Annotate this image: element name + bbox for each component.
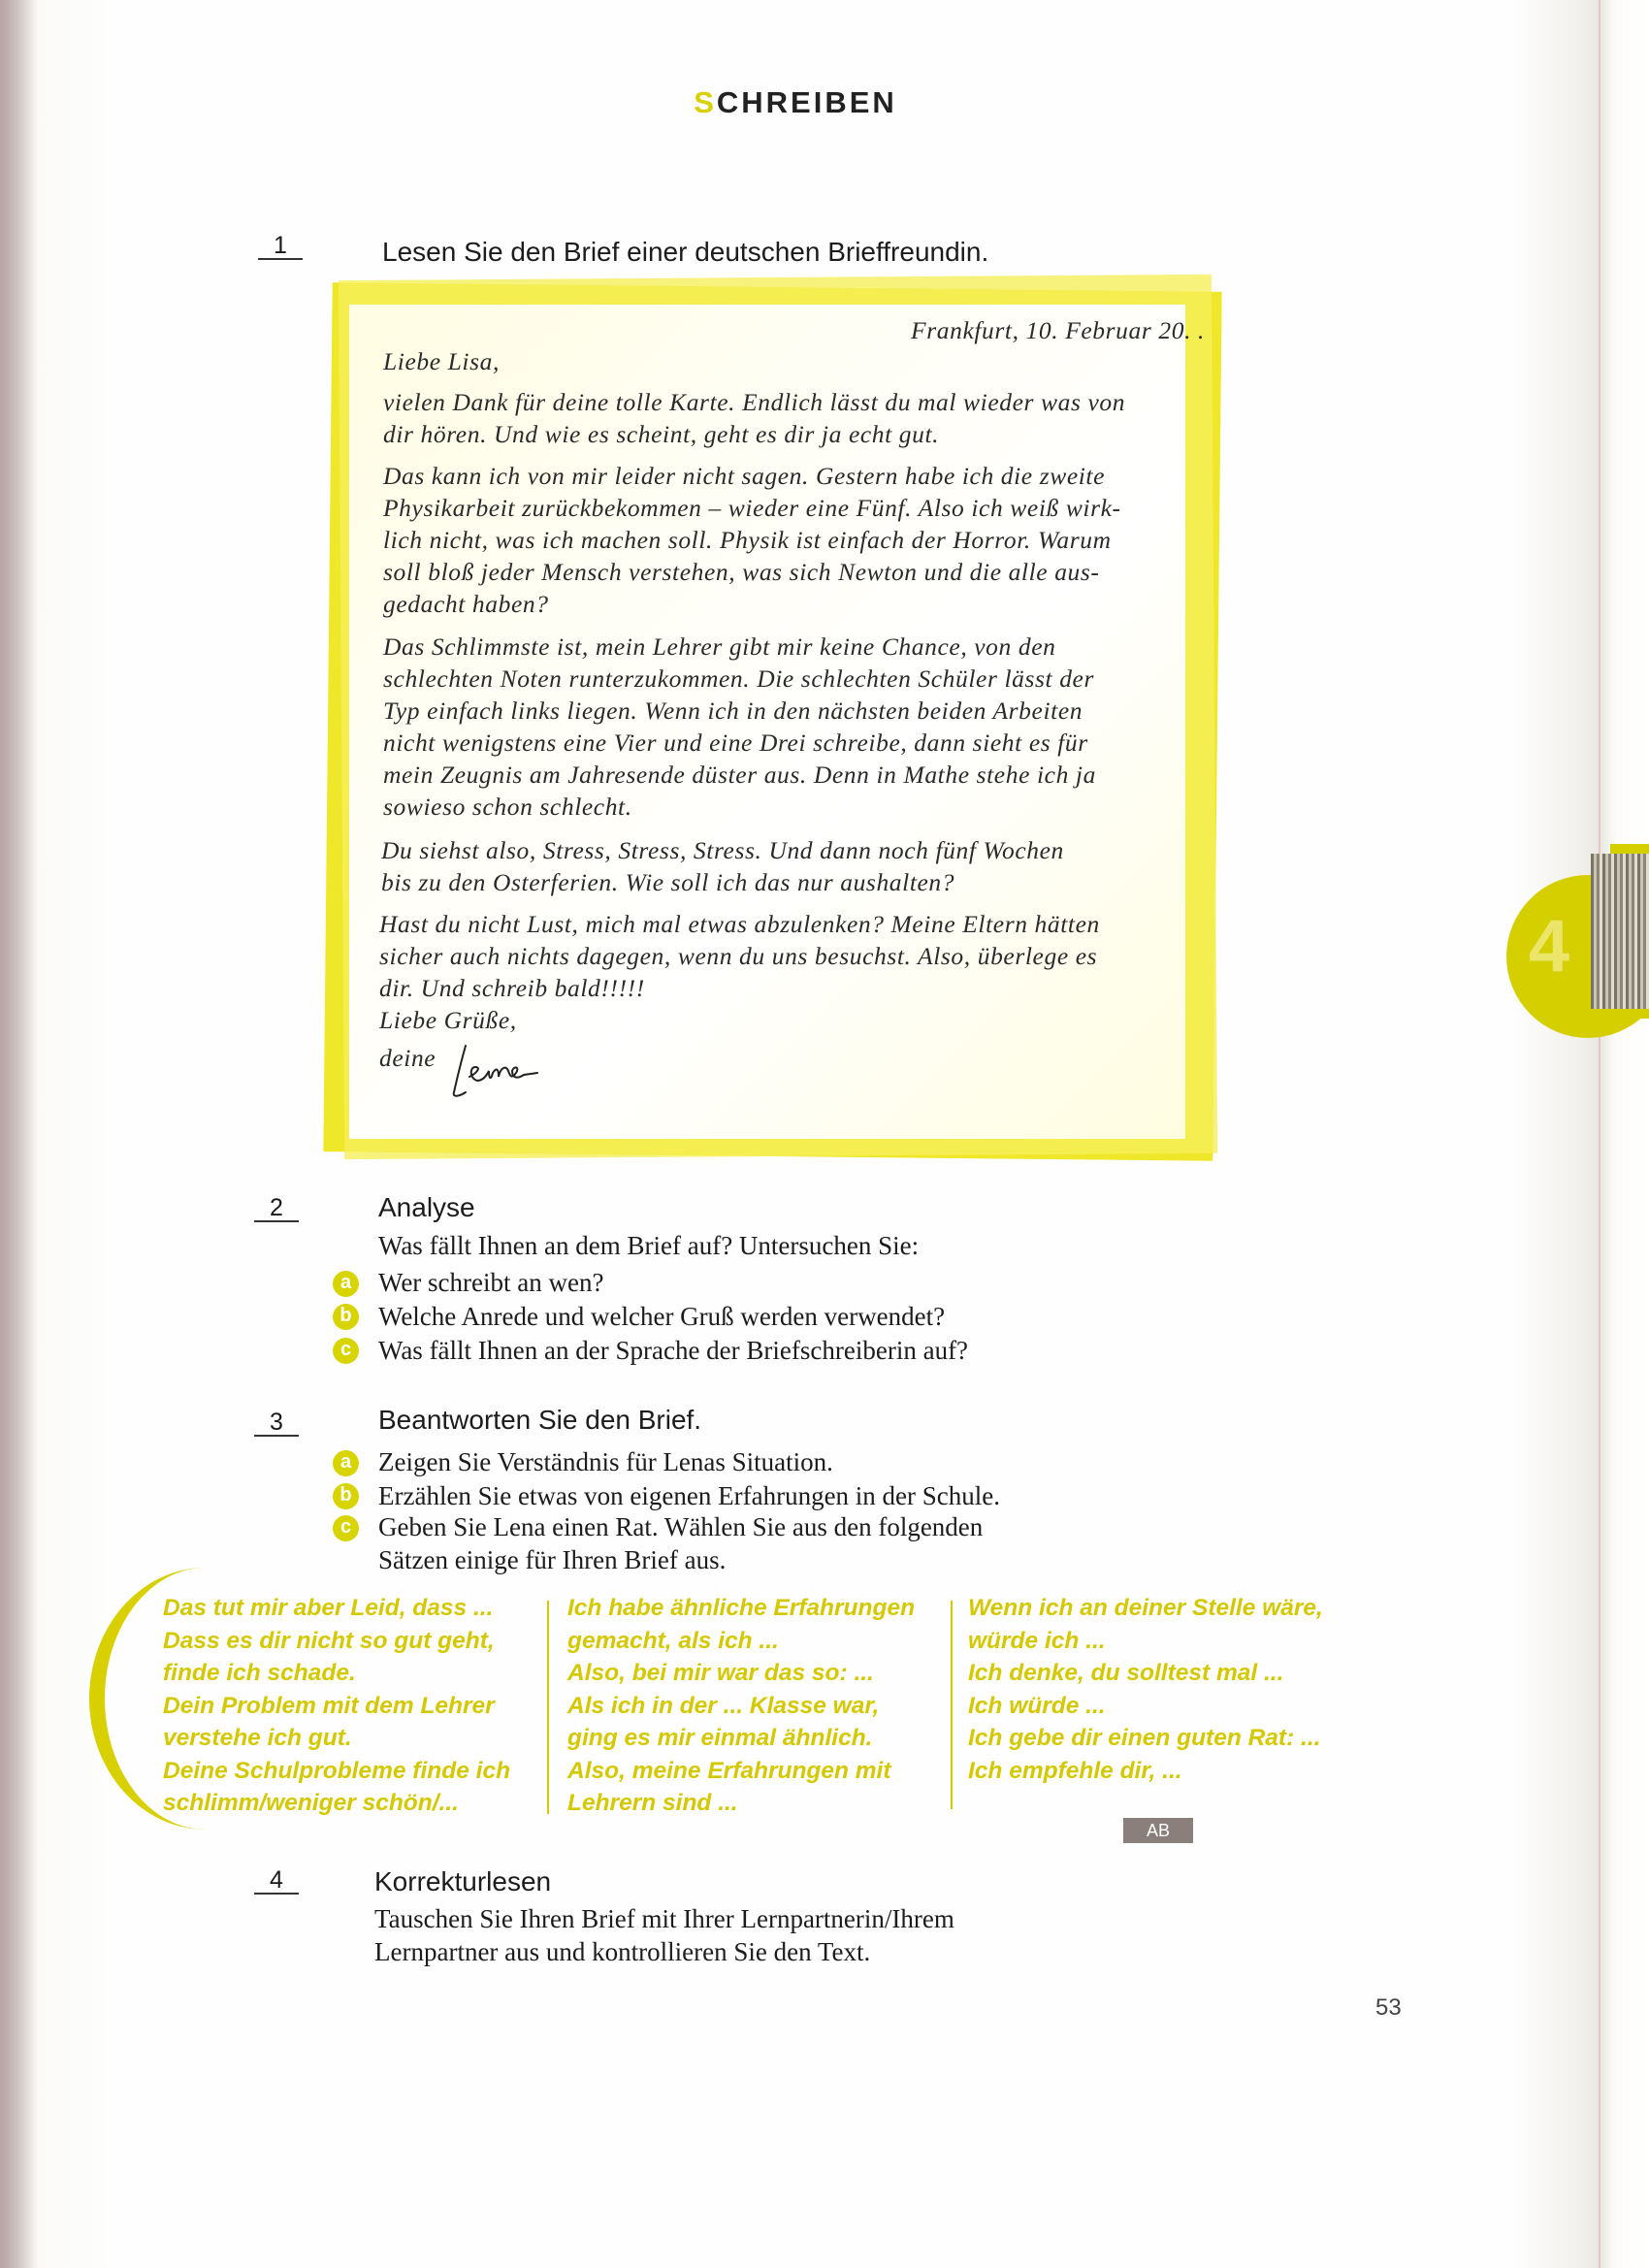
phrase: Ich denke, du solltest mal ... [968,1660,1284,1686]
chapter-number: 4 [1528,905,1570,988]
badge-b: b [333,1304,359,1330]
text-line: Lernpartner aus und kontrollieren Sie den Text. [374,1937,871,1966]
handwritten-signature [448,1038,555,1106]
letter-closing: Liebe Grüße, [379,1006,517,1034]
letter-line: Physikarbeit zurückbekommen – wieder eine Fünf. Also ich weiß wirk- [383,494,1121,522]
phrase: Lehrern sind ... [567,1790,738,1816]
exercise-2-intro: Was fällt Ihnen an dem Brief auf? Untersuchen Sie: [378,1231,920,1260]
letter-line: sowieso schon schlecht. [383,793,632,821]
phrase: Als ich in der ... Klasse war, [567,1692,880,1719]
phrase: Das tut mir aber Leid, dass ... [163,1595,494,1621]
phrase: Ich gebe dir einen guten Rat: ... [968,1725,1321,1751]
letter-line: mein Zeugnis am Jahresende düster aus. Denn in Mathe stehe ich ja [383,761,1096,789]
letter-line: Hast du nicht Lust, mich mal etwas abzulenken? Meine Eltern hätten [379,910,1100,938]
letter-paragraph-5 [379,908,1100,1036]
letter-line: vielen Dank für deine tolle Karte. Endlich lässt du mal wieder was von [383,388,1126,416]
phrase: verstehe ich gut. [163,1725,352,1751]
phrase: Wenn ich an deiner Stelle wäre, [968,1595,1323,1621]
exercise-4-heading: Korrekturlesen [374,1866,552,1896]
badge-c: c [333,1515,359,1541]
letter-deine: deine [379,1044,436,1072]
text-line: Tauschen Sie Ihren Brief mit Ihrer Lernpartnerin/Ihrem [374,1904,954,1933]
letter-date: Frankfurt, 10. Februar 20. . [911,316,1205,344]
letter-paragraph-4 [381,834,1064,898]
letter-paragraph-2 [383,460,1121,620]
phrase: Also, meine Erfahrungen mit [567,1757,891,1784]
badge-c: c [333,1338,359,1364]
letter-line: soll bloß jeder Mensch verstehen, was sich Newton und die alle aus- [383,558,1100,586]
phrases-column-2 [567,1592,915,1820]
exercise-2-number: 2 [254,1195,299,1222]
letter-line: schlechten Noten runterzukommen. Die schlechten Schüler lässt der [383,664,1095,693]
letter-paragraph-3 [383,631,1096,823]
exercise-2-item-b: Welche Anrede und welcher Gruß werden verwendet? [378,1302,946,1331]
exercise-3-item-b: Erzählen Sie etwas von eigenen Erfahrungen in der Schule. [378,1481,1001,1510]
badge-b: b [333,1483,359,1509]
letter-line: lich nicht, was ich machen soll. Physik ist einfach der Horror. Warum [383,526,1112,554]
title-rest: CHREIBEN [716,85,897,119]
letter-salutation: Liebe Lisa, [383,347,500,375]
exercise-2-item-a: Wer schreibt an wen? [378,1268,604,1297]
phrase: würde ich ... [968,1627,1106,1654]
exercise-1-number: 1 [258,233,303,260]
letter-line: Typ einfach links liegen. Wenn ich in den nächsten beiden Arbeiten [383,697,1083,725]
badge-a: a [333,1450,359,1476]
page-edge-stripes [1591,854,1649,1009]
letter-line: Du siehst also, Stress, Stress, Stress. Und dann noch fünf Wochen [381,836,1064,864]
exercise-3-item-c: Geben Sie Lena einen Rat. Wählen Sie aus den folgenden [378,1512,984,1541]
exercise-3-heading: Beantworten Sie den Brief. [378,1405,702,1435]
title-initial: S [694,85,717,119]
phrase: gemacht, als ich ... [567,1627,779,1654]
page-title [0,85,1591,120]
page-number: 53 [1375,1994,1402,2021]
letter-paragraph-1 [383,386,1125,450]
column-divider [547,1601,549,1814]
page-gutter-shadow [0,0,39,2268]
phrase: Ich habe ähnliche Erfahrungen [567,1595,916,1621]
exercise-3-item-c-cont: Sätzen einige für Ihren Brief aus. [378,1545,727,1574]
phrase: Ich empfehle dir, ... [968,1757,1182,1784]
exercise-4-number: 4 [254,1867,299,1895]
phrase: finde ich schade. [163,1660,356,1686]
exercise-2-item-c: Was fällt Ihnen an der Sprache der Briefschreiberin auf? [378,1336,969,1365]
exercise-1-heading: Lesen Sie den Brief einer deutschen Brieffreundin. [382,237,989,267]
exercise-3-number: 3 [254,1409,299,1437]
letter-line: dir. Und schreib bald!!!!! [379,974,645,1002]
phrases-column-1 [163,1592,510,1820]
phrase: Also, bei mir war das so: ... [567,1660,874,1686]
letter-line: sicher auch nichts dagegen, wenn du uns besuchst. Also, überlege es [379,942,1098,970]
phrase: Ich würde ... [968,1692,1106,1719]
phrase: ging es mir einmal ähnlich. [567,1725,873,1751]
letter-line: Das Schlimmste ist, mein Lehrer gibt mir keine Chance, von den [383,632,1056,661]
letter-line: bis zu den Osterferien. Wie soll ich das nur aushalten? [381,868,955,896]
letter-line: Das kann ich von mir leider nicht sagen. Gestern habe ich die zweite [383,462,1106,490]
exercise-2-heading: Analyse [378,1192,475,1222]
exercise-3-item-a: Zeigen Sie Verständnis für Lenas Situation. [378,1447,833,1476]
letter-line: gedacht haben? [383,590,549,618]
phrases-column-3 [968,1592,1323,1787]
letter-line: nicht wenigstens eine Vier und eine Drei schreibe, dann sieht es für [383,729,1088,757]
phrase: Dass es dir nicht so gut geht, [163,1627,495,1654]
exercise-4-text [374,1902,954,1968]
phrase: Deine Schulprobleme finde ich [163,1757,511,1784]
page-edge-line [1599,0,1600,2268]
phrase: schlimm/weniger schön/... [163,1790,459,1816]
phrase: Dein Problem mit dem Lehrer [163,1692,495,1719]
letter-line: dir hören. Und wie es scheint, geht es dir ja echt gut. [383,420,940,448]
workbook-reference-badge: AB [1123,1818,1193,1843]
column-divider [951,1601,953,1809]
badge-a: a [333,1271,359,1297]
